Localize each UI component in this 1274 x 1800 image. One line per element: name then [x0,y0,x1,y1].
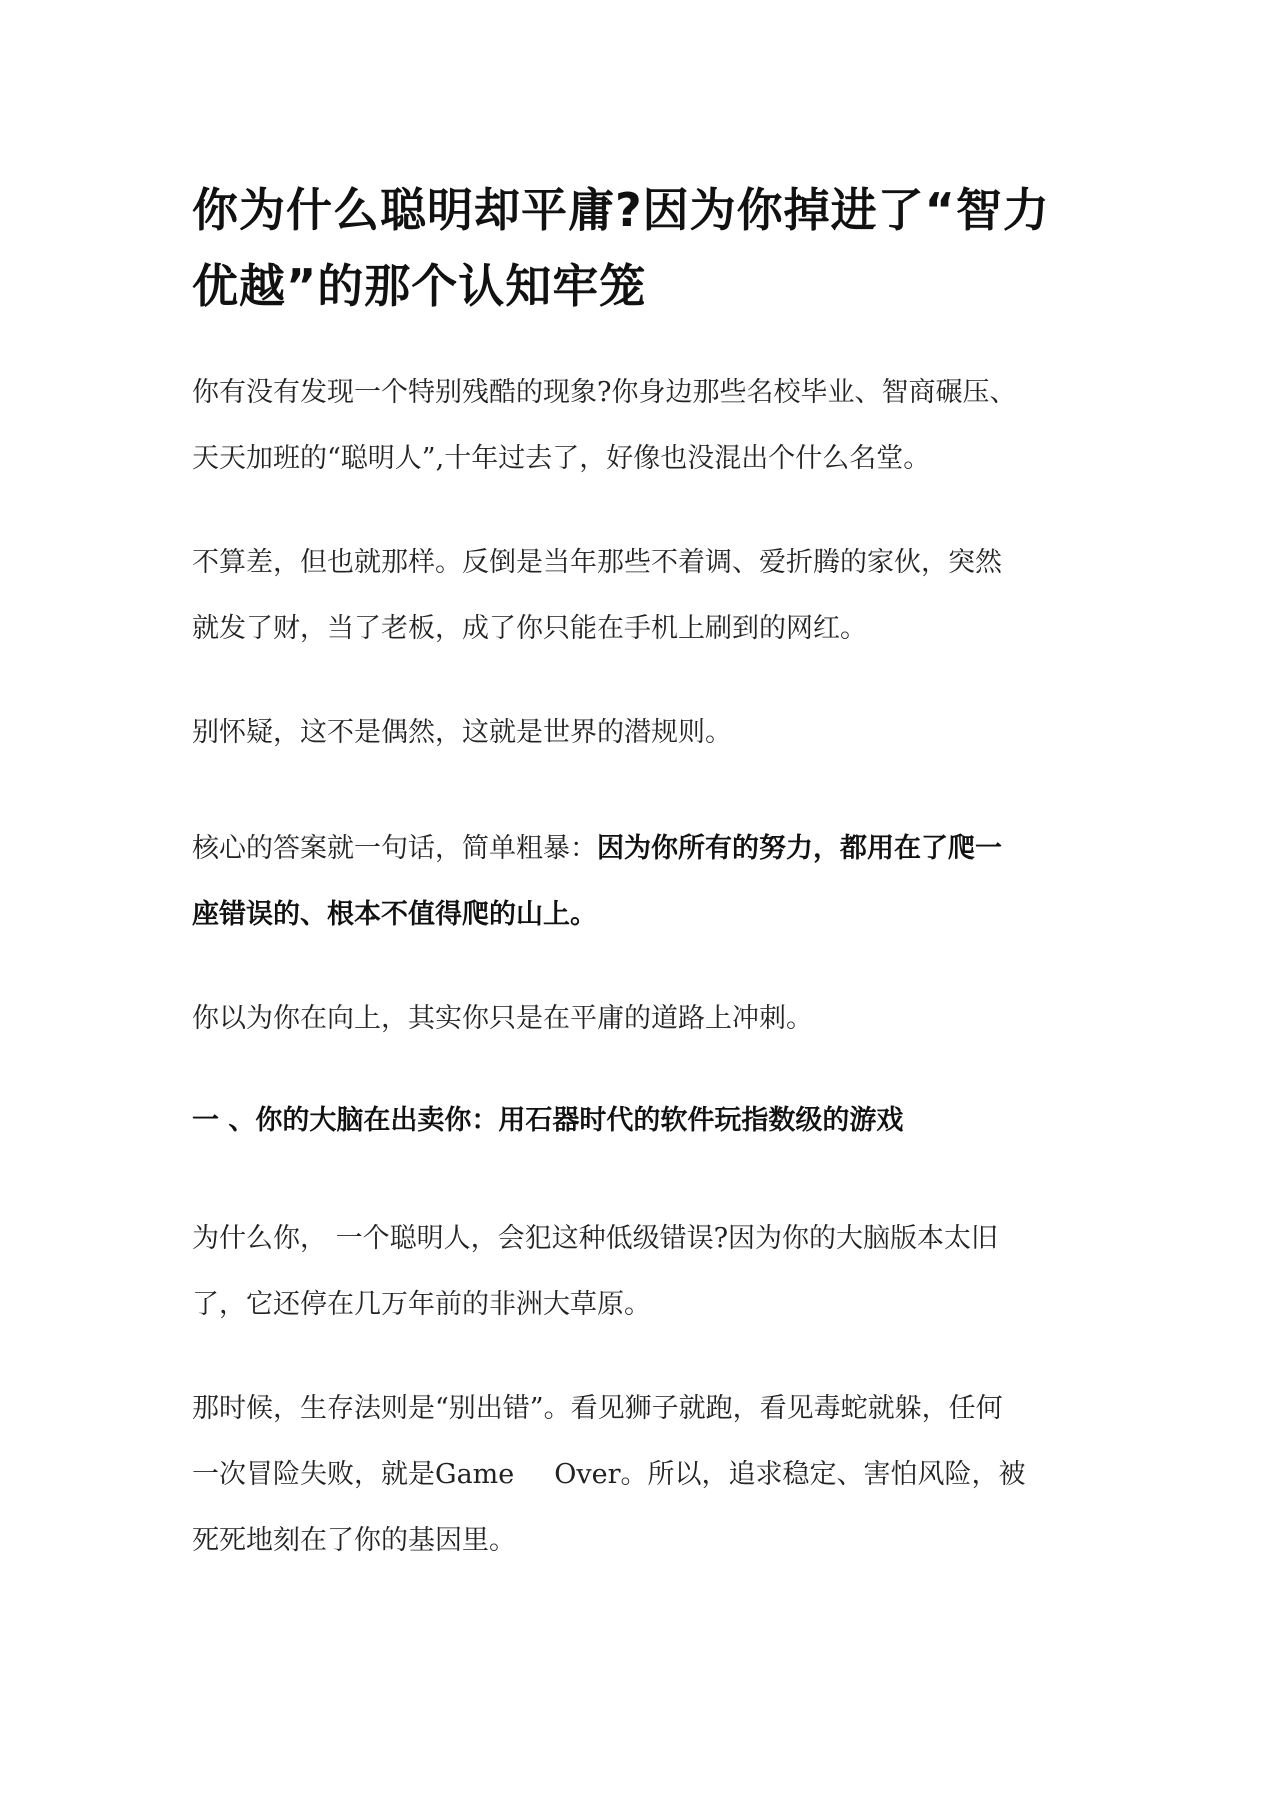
paragraph-text: Over。所以，追求稳定、害怕风险，被 [554,1459,1026,1490]
paragraph-line: 你以为你在向上，其实你只是在平庸的道路上冲刺。 [192,1003,813,1034]
paragraph-text: 核心的答案就一句话，简单粗暴： [192,833,597,864]
section-paragraph-2 [192,1376,1092,1574]
paragraph-line: 别怀疑，这不是偶然，这就是世界的潜规则。 [192,717,732,748]
paragraph-line: 不算差，但也就那样。反倒是当年那些不着调、爱折腾的家伙，突然 [192,547,1002,578]
section-paragraph-1 [192,1206,1092,1338]
paragraph-2 [192,530,1092,662]
paragraph-line: 就发了财，当了老板，成了你只能在手机上刷到的网红。 [192,613,867,644]
paragraph-line [192,1442,1092,1508]
paragraph-line: 了，它还停在几万年前的非洲大草原。 [192,1289,651,1320]
paragraph-line: 那时候，生存法则是“别出错”。看见狮子就跑，看见毒蛇就躲，任何 [192,1393,1003,1424]
paragraph-4 [192,816,1092,948]
paragraph-line: 为什么你， 一个聪明人，会犯这种低级错误?因为你的大脑版本太旧 [192,1223,999,1254]
paragraph-line: 你有没有发现一个特别残酷的现象?你身边那些名校毕业、智商碾压、 [192,377,1017,408]
article-title: 你为什么聪明却平庸?因为你掉进了“智力优越”的那个认知牢笼 [192,183,1050,313]
paragraph-3 [192,700,1092,766]
emphasis-text: 因为你所有的努力，都用在了爬一 [597,833,1002,864]
paragraph-1 [192,360,1092,492]
emphasis-text: 座错误的、根本不值得爬的山上。 [192,899,597,930]
paragraph-5 [192,986,1092,1052]
paragraph-line: 死死地刻在了你的基因里。 [192,1525,516,1556]
paragraph-line [192,816,1092,882]
paragraph-text: 一次冒险失败，就是Game [192,1459,515,1490]
paragraph-line: 天天加班的“聪明人”,十年过去了，好像也没混出个什么名堂。 [192,443,931,474]
section-heading: 一 、你的大脑在出卖你：用石器时代的软件玩指数级的游戏 [192,1105,904,1136]
